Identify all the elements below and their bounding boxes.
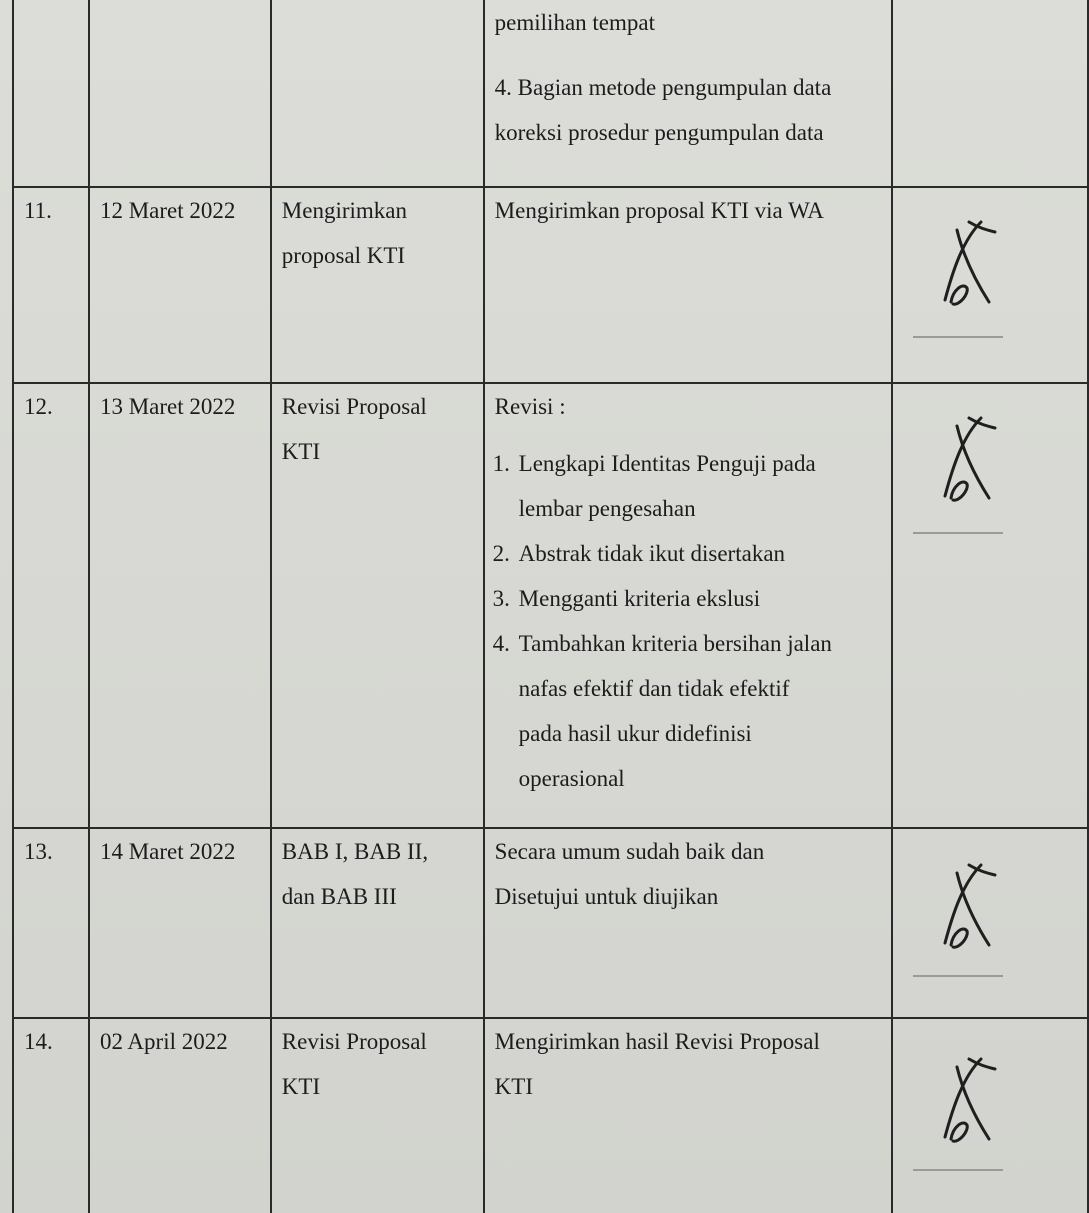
note-line: Secara umum sudah baik dan xyxy=(494,839,765,864)
table-row xyxy=(13,1018,1088,1213)
row-note xyxy=(484,1018,893,1213)
note-line: koreksi prosedur pengumpulan data xyxy=(494,120,824,145)
signature-icon xyxy=(923,853,1003,963)
row-number: 12. xyxy=(13,383,89,828)
note-line: Disetujui untuk diujikan xyxy=(494,884,719,909)
signature-icon xyxy=(923,210,1003,320)
activity-line: Revisi Proposal xyxy=(281,1029,427,1054)
signature-underline xyxy=(913,1169,1003,1171)
activity-line: dan BAB III xyxy=(281,884,397,909)
row-date: 12 Maret 2022 xyxy=(89,187,271,383)
signature-icon xyxy=(923,1047,1003,1157)
row-number: 14. xyxy=(13,1018,89,1213)
note-line: Mengirimkan proposal KTI via WA xyxy=(494,198,824,223)
note-line: Mengirimkan hasil Revisi Proposal xyxy=(494,1029,820,1054)
row-note xyxy=(484,187,893,383)
activity-line: BAB I, BAB II, xyxy=(281,839,429,864)
activity-line: Revisi Proposal xyxy=(281,394,427,419)
signature-cell xyxy=(892,0,1088,187)
date-cell xyxy=(89,0,271,187)
row-note xyxy=(484,828,893,1018)
list-item: 2. Abstrak tidak ikut disertakan xyxy=(492,541,786,566)
signature-underline xyxy=(913,975,1003,977)
row-note xyxy=(484,383,893,828)
signature-cell xyxy=(892,1018,1088,1213)
row-date: 02 April 2022 xyxy=(89,1018,271,1213)
note-line: 4. Bagian metode pengumpulan data xyxy=(494,75,832,100)
signature-underline xyxy=(913,532,1003,534)
row-activity xyxy=(271,187,484,383)
list-item: 4. Tambahkan kriteria bersihan jalan nafas efektif dan tidak efektif pada hasil ukur didefinisi operasional xyxy=(492,631,832,791)
row-date: 13 Maret 2022 xyxy=(89,383,271,828)
activity-line: Mengirimkan xyxy=(281,198,407,223)
table-row xyxy=(13,383,1088,828)
signature-cell xyxy=(892,828,1088,1018)
signature-cell xyxy=(892,187,1088,383)
note-line: pemilihan tempat xyxy=(494,10,655,35)
note-cell xyxy=(484,0,893,187)
signature-icon xyxy=(923,406,1003,516)
note-line: Revisi : xyxy=(494,394,566,419)
no-cell xyxy=(13,0,89,187)
continuation-row xyxy=(13,0,1088,187)
table-row xyxy=(13,828,1088,1018)
signature-cell xyxy=(892,383,1088,828)
row-date: 14 Maret 2022 xyxy=(89,828,271,1018)
row-number: 13. xyxy=(13,828,89,1018)
activity-line: proposal KTI xyxy=(281,243,406,268)
row-activity xyxy=(271,1018,484,1213)
row-number: 11. xyxy=(13,187,89,383)
table-row xyxy=(13,187,1088,383)
list-item: 1. Lengkapi Identitas Penguji pada lembar pengesahan xyxy=(492,451,816,521)
row-activity xyxy=(271,383,484,828)
list-item: 3. Mengganti kriteria ekslusi xyxy=(492,586,761,611)
revision-list xyxy=(492,441,882,801)
activity-line: KTI xyxy=(281,439,321,464)
activity-cell xyxy=(271,0,484,187)
note-line: KTI xyxy=(494,1074,533,1099)
activity-line: KTI xyxy=(281,1074,321,1099)
consultation-log-table xyxy=(12,0,1089,1213)
signature-underline xyxy=(913,336,1003,338)
row-activity xyxy=(271,828,484,1018)
